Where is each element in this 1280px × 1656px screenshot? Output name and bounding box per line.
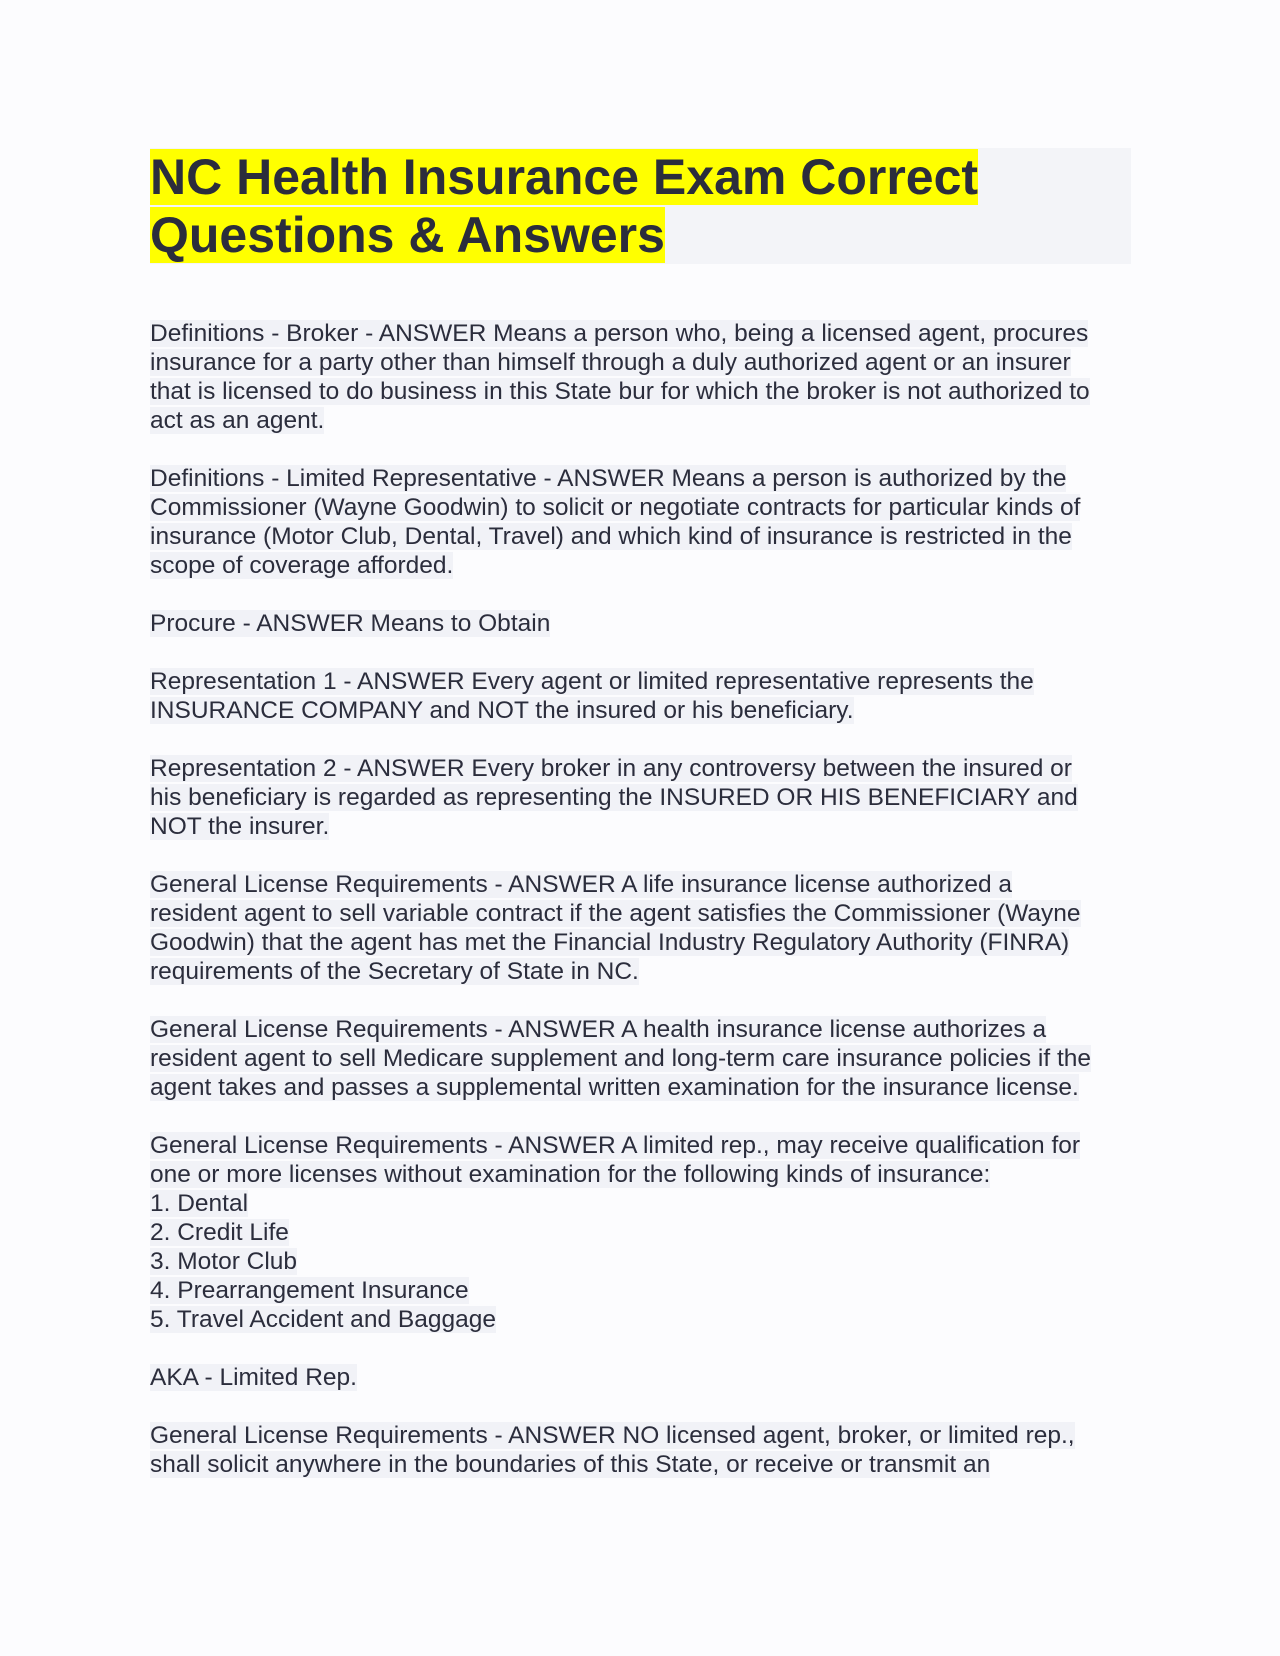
- text-line: [150, 957, 1131, 986]
- text-line: [150, 1189, 1131, 1218]
- text-line-content: Commissioner (Wayne Goodwin) to solicit or negotiate contracts for particular kinds of: [150, 494, 1081, 521]
- text-line: [150, 1073, 1131, 1102]
- text-line: [150, 1305, 1131, 1334]
- text-line: [150, 1015, 1131, 1044]
- text-line-content: Procure - ANSWER Means to Obtain: [150, 610, 551, 637]
- text-line: [150, 609, 1131, 638]
- text-line: [150, 870, 1131, 899]
- text-line-content: 5. Travel Accident and Baggage: [150, 1306, 496, 1333]
- text-line: [150, 696, 1131, 725]
- text-line: [150, 1363, 1131, 1392]
- text-line-content: 4. Prearrangement Insurance: [150, 1277, 469, 1304]
- text-line: [150, 1160, 1131, 1189]
- text-line: [150, 1450, 1131, 1479]
- text-line: [150, 348, 1131, 377]
- text-line: [150, 1131, 1131, 1160]
- text-line: [150, 899, 1131, 928]
- text-line-content: General License Requirements - ANSWER A health insurance license authorizes a: [150, 1016, 1047, 1043]
- text-line: [150, 754, 1131, 783]
- qa-paragraph: [150, 754, 1131, 841]
- text-line-content: 3. Motor Club: [150, 1248, 298, 1275]
- title-line: Questions & Answers: [150, 207, 665, 263]
- text-line: [150, 319, 1131, 348]
- text-line-content: Representation 2 - ANSWER Every broker in any controversy between the insured or: [150, 755, 1072, 782]
- text-line: [150, 1044, 1131, 1073]
- text-line-content: scope of coverage afforded.: [150, 552, 454, 579]
- text-line: [150, 406, 1131, 435]
- qa-paragraph: [150, 1363, 1131, 1392]
- text-line-content: one or more licenses without examination for the following kinds of insurance:: [150, 1161, 991, 1188]
- text-line-content: General License Requirements - ANSWER A limited rep., may receive qualification for: [150, 1132, 1081, 1159]
- text-line: [150, 783, 1131, 812]
- text-line-content: shall solicit anywhere in the boundaries of this State, or receive or transmit an: [150, 1451, 991, 1478]
- text-line: [150, 667, 1131, 696]
- qa-paragraph: [150, 667, 1131, 725]
- text-line: [150, 377, 1131, 406]
- text-line: [150, 928, 1131, 957]
- title-block: [150, 148, 1131, 264]
- text-line: [150, 493, 1131, 522]
- qa-paragraph: [150, 609, 1131, 638]
- text-line-content: resident agent to sell variable contract if the agent satisfies the Commissioner (Wayne: [150, 900, 1081, 927]
- text-line: [150, 1247, 1131, 1276]
- qa-paragraph: [150, 870, 1131, 986]
- text-line-content: 2. Credit Life: [150, 1219, 289, 1246]
- qa-paragraph: [150, 1015, 1131, 1102]
- text-line-content: insurance for a party other than himself through a duly authorized agent or an insurer: [150, 349, 1071, 376]
- title-line: NC Health Insurance Exam Correct: [150, 149, 979, 205]
- text-line: [150, 812, 1131, 841]
- text-line-content: Goodwin) that the agent has met the Financial Industry Regulatory Authority (FINRA): [150, 929, 1070, 956]
- text-line-content: agent takes and passes a supplemental written examination for the insurance license.: [150, 1074, 1079, 1101]
- text-line-content: NOT the insurer.: [150, 813, 330, 840]
- text-line-content: Definitions - Broker - ANSWER Means a person who, being a licensed agent, procures: [150, 320, 1089, 347]
- text-line-content: AKA - Limited Rep.: [150, 1364, 357, 1391]
- document-title: [150, 148, 1131, 264]
- text-line-content: General License Requirements - ANSWER A life insurance license authorized a: [150, 871, 1013, 898]
- text-line-content: Representation 1 - ANSWER Every agent or limited representative represents the: [150, 668, 1034, 695]
- text-line-content: requirements of the Secretary of State in NC.: [150, 958, 639, 985]
- text-line: [150, 551, 1131, 580]
- qa-paragraph: [150, 1131, 1131, 1334]
- text-line-content: resident agent to sell Medicare supplement and long-term care insurance policies if the: [150, 1045, 1092, 1072]
- text-line-content: act as an agent.: [150, 407, 325, 434]
- text-line: [150, 464, 1131, 493]
- document-page: [150, 148, 1131, 1508]
- text-line-content: 1. Dental: [150, 1190, 249, 1217]
- text-line: [150, 1218, 1131, 1247]
- text-line-content: General License Requirements - ANSWER NO licensed agent, broker, or limited rep.,: [150, 1422, 1075, 1449]
- document-body: [150, 319, 1131, 1479]
- text-line: [150, 522, 1131, 551]
- text-line-content: INSURANCE COMPANY and NOT the insured or his beneficiary.: [150, 697, 854, 724]
- text-line: [150, 1421, 1131, 1450]
- text-line-content: his beneficiary is regarded as representing the INSURED OR HIS BENEFICIARY and: [150, 784, 1078, 811]
- text-line-content: insurance (Motor Club, Dental, Travel) and which kind of insurance is restricted in the: [150, 523, 1072, 550]
- qa-paragraph: [150, 1421, 1131, 1479]
- text-line-content: Definitions - Limited Representative - ANSWER Means a person is authorized by the: [150, 465, 1067, 492]
- text-line-content: that is licensed to do business in this State bur for which the broker is not authorized to: [150, 378, 1090, 405]
- qa-paragraph: [150, 319, 1131, 435]
- qa-paragraph: [150, 464, 1131, 580]
- text-line: [150, 1276, 1131, 1305]
